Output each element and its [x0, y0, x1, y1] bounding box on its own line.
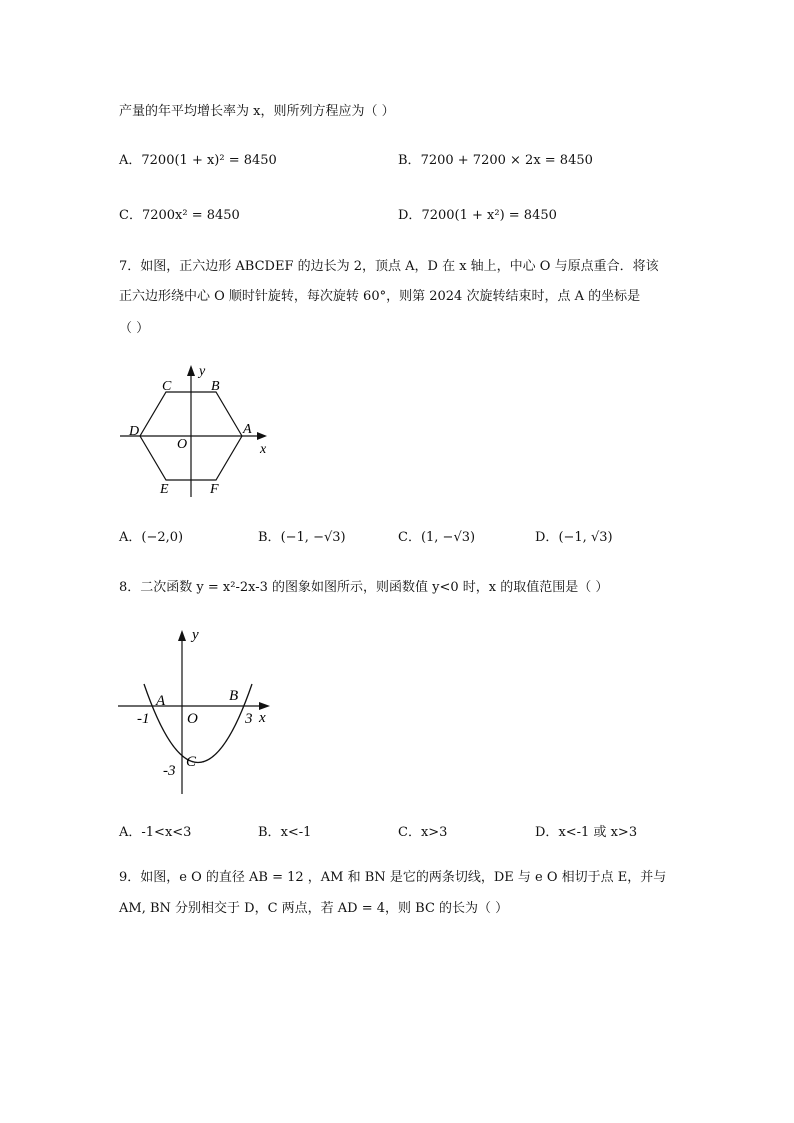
q6-option-d[interactable]	[398, 207, 557, 225]
y-axis-arrow-icon	[187, 365, 195, 376]
label-y: y	[192, 627, 199, 643]
label-d: D	[129, 424, 140, 439]
q8-option-d[interactable]	[535, 824, 637, 842]
option-label: D．	[398, 208, 422, 223]
y-axis-arrow-icon	[178, 630, 186, 641]
q7-stem-line-2: 正六边形绕中心 O 顺时针旋转，每次旋转 60°，则第 2024 次旋转结束时，点 A 的坐标是	[119, 289, 641, 304]
option-label: C．	[398, 530, 421, 545]
option-text: 7200x² = 8450	[141, 208, 240, 223]
q6-option-a[interactable]	[119, 152, 277, 170]
tick-label-minus-3: -3	[163, 763, 176, 779]
option-text: x<-1 或 x>3	[558, 825, 638, 840]
label-o: O	[177, 437, 188, 452]
label-b: B	[211, 379, 220, 394]
x-axis-arrow-icon	[259, 702, 270, 710]
option-label: A．	[119, 153, 142, 168]
option-label: D．	[535, 530, 559, 545]
tick-label-3: 3	[245, 711, 253, 727]
label-x: x	[259, 710, 266, 726]
q8-option-c[interactable]	[398, 824, 447, 842]
label-o: O	[187, 711, 198, 727]
option-label: B．	[258, 825, 281, 840]
option-label: A．	[119, 825, 142, 840]
option-text: x<-1	[280, 825, 312, 840]
q8-option-b[interactable]	[258, 824, 311, 842]
option-label: B．	[398, 153, 421, 168]
tick-label-minus-1: -1	[137, 711, 150, 727]
option-text: (−1, −√3)	[280, 530, 346, 545]
label-a: A	[243, 422, 252, 437]
q7-option-b[interactable]	[258, 529, 346, 547]
q7-option-c[interactable]	[398, 529, 475, 547]
option-text: (1, −√3)	[420, 530, 476, 545]
q6-stem-continuation: 产量的年平均增长率为 x，则所列方程应为（ ）	[119, 104, 395, 119]
label-a: A	[156, 693, 166, 709]
option-text: 7200 + 7200 × 2x = 8450	[420, 153, 593, 168]
option-label: C．	[398, 825, 421, 840]
label-c: C	[162, 379, 172, 394]
hexagon-figure	[115, 360, 275, 500]
label-e: E	[160, 482, 169, 497]
q8-option-a[interactable]	[119, 824, 191, 842]
option-label: A．	[119, 530, 142, 545]
q7-stem-line-3: （ ）	[119, 321, 150, 336]
label-c: C	[186, 754, 197, 770]
label-x: x	[260, 442, 267, 457]
option-text: 7200(1 + x)² = 8450	[141, 153, 277, 168]
q6-option-c[interactable]	[119, 207, 240, 225]
option-label: D．	[535, 825, 559, 840]
label-f: F	[210, 482, 219, 497]
option-text: 7200(1 + x²) = 8450	[421, 208, 557, 223]
option-label: C．	[119, 208, 142, 223]
q7-option-a[interactable]	[119, 529, 183, 547]
q8-stem: 8．二次函数 y = x²-2x-3 的图象如图所示，则函数值 y<0 时，x 的取值范围是（ ）	[119, 580, 609, 595]
option-text: x>3	[420, 825, 448, 840]
option-text: (−1, √3)	[558, 530, 613, 545]
q9-stem-line-2: AM, BN 分别相交于 D，C 两点，若 AD = 4，则 BC 的长为（ ）	[119, 901, 509, 916]
q9-stem-line-1: 9．如图，e O 的直径 AB = 12 ，AM 和 BN 是它的两条切线，DE 与 e O 相切于点 E，并与	[119, 870, 667, 885]
q7-option-d[interactable]	[535, 529, 613, 547]
label-y: y	[199, 364, 206, 379]
x-axis-arrow-icon	[257, 432, 267, 440]
parabola-figure	[112, 622, 282, 800]
option-label: B．	[258, 530, 281, 545]
label-b: B	[229, 688, 239, 704]
q7-stem-line-1: 7．如图，正六边形 ABCDEF 的边长为 2，顶点 A，D 在 x 轴上，中心 O 与原点重合．将该	[119, 259, 659, 274]
q6-option-b[interactable]	[398, 152, 593, 170]
option-text: (−2,0)	[141, 530, 184, 545]
option-text: -1<x<3	[141, 825, 192, 840]
